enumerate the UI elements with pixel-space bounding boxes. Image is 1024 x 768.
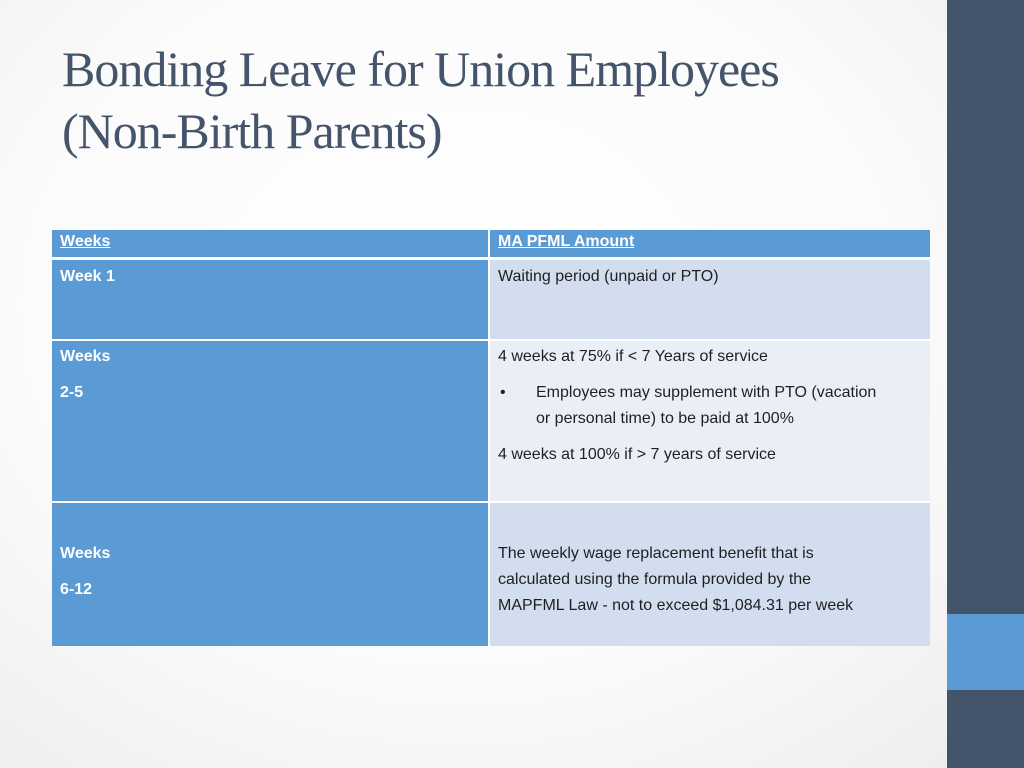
amount-cell bbox=[490, 503, 930, 646]
weeks-label: Week 1 bbox=[60, 268, 115, 285]
weeks-range: 6-12 bbox=[60, 581, 93, 598]
amount-text-line-2: calculated using the formula provided by the bbox=[498, 571, 812, 588]
weeks-label: Weeks bbox=[60, 348, 111, 365]
weeks-cell bbox=[52, 341, 490, 501]
table-row bbox=[52, 260, 930, 341]
bullet-icon: • bbox=[500, 384, 506, 401]
amount-text-line-3: MAPFML Law - not to exceed $1,084.31 per week bbox=[498, 597, 854, 614]
weeks-range: 2-5 bbox=[60, 384, 84, 401]
header-amount: MA PFML Amount bbox=[498, 233, 635, 250]
weeks-cell bbox=[52, 503, 490, 646]
amount-text-line-1: The weekly wage replacement benefit that is bbox=[498, 545, 814, 562]
weeks-cell bbox=[52, 260, 490, 339]
table-row bbox=[52, 341, 930, 503]
weeks-label: Weeks bbox=[60, 545, 111, 562]
slide-title-line-2: (Non-Birth Parents) bbox=[62, 103, 442, 159]
amount-text: 4 weeks at 75% if < 7 Years of service bbox=[498, 348, 768, 365]
bullet-text-line-2: or personal time) to be paid at 100% bbox=[536, 410, 794, 427]
header-weeks: Weeks bbox=[52, 230, 490, 257]
slide-title bbox=[62, 38, 922, 162]
sidebar-accent-block bbox=[947, 614, 1024, 690]
amount-cell bbox=[490, 260, 930, 339]
pfml-table bbox=[52, 230, 930, 646]
table-header-row bbox=[52, 230, 930, 260]
slide-title-line-1: Bonding Leave for Union Employees bbox=[62, 41, 779, 97]
amount-text: Waiting period (unpaid or PTO) bbox=[498, 268, 719, 285]
bullet-item bbox=[498, 380, 922, 432]
amount-text: 4 weeks at 100% if > 7 years of service bbox=[498, 446, 776, 463]
amount-cell bbox=[490, 341, 930, 501]
table-row bbox=[52, 503, 930, 646]
bullet-text-line-1: Employees may supplement with PTO (vacation bbox=[536, 384, 877, 401]
